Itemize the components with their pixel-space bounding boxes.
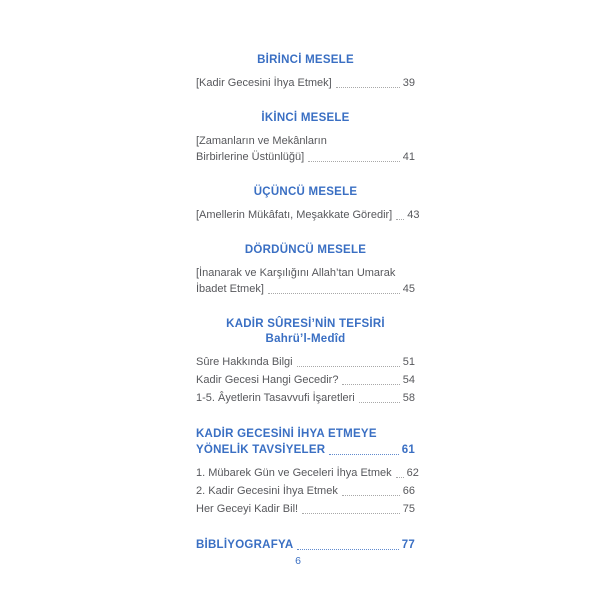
dot-leader <box>297 549 398 550</box>
dot-leader <box>342 384 399 385</box>
toc-entry <box>196 390 415 406</box>
entry-text: 1. Mübarek Gün ve Geceleri İhya Etmek <box>196 467 392 479</box>
toc-line <box>196 537 415 553</box>
toc-entry <box>196 75 415 91</box>
toc-section-birinci-mesele <box>196 53 415 91</box>
toc-line <box>196 149 415 165</box>
toc-section-ikinci-mesele <box>196 111 415 165</box>
toc-line <box>196 483 415 499</box>
toc-line <box>196 133 415 149</box>
toc-entry <box>196 265 415 297</box>
dot-leader <box>302 513 400 514</box>
toc-line <box>196 281 415 297</box>
toc-line <box>196 442 415 458</box>
toc-section-dorduncu-mesele <box>196 243 415 297</box>
page-number: 6 <box>295 555 301 567</box>
page-ref: 66 <box>402 485 415 497</box>
toc-line <box>196 207 420 223</box>
toc-line <box>196 465 419 481</box>
heading-text: KADİR GECESİNİ İHYA ETMEYE <box>196 428 377 440</box>
toc-entry <box>196 372 415 388</box>
heading-line: İKİNCİ MESELE <box>261 112 350 124</box>
dot-leader <box>359 402 400 403</box>
dot-leader <box>329 454 398 455</box>
section-heading <box>196 317 415 347</box>
toc-line <box>196 501 415 517</box>
section-heading-entry <box>196 537 415 553</box>
dot-leader <box>396 219 404 220</box>
page-ref: 43 <box>407 209 420 221</box>
page-ref: 75 <box>402 503 415 515</box>
heading-text: BİBLİYOGRAFYA <box>196 539 294 551</box>
dot-leader <box>396 477 404 478</box>
dot-leader <box>297 366 400 367</box>
page-ref: 51 <box>402 356 415 368</box>
heading-text: YÖNELİK TAVSİYELER <box>196 444 326 456</box>
toc-entry <box>196 207 420 223</box>
toc-section-kadir-suresi-tefsiri <box>196 317 415 406</box>
toc-line <box>196 354 415 370</box>
toc-entry <box>196 354 415 370</box>
heading-line: KADİR SÛRESİ’NİN TEFSİRİ <box>226 318 385 330</box>
toc-content <box>196 53 420 573</box>
entry-text: 1-5. Âyetlerin Tasavvufi İşaretleri <box>196 392 355 404</box>
toc-line <box>196 426 415 442</box>
entry-text: [İnanarak ve Karşılığını Allah’tan Umarak <box>196 267 396 279</box>
entry-text: Birbirlerine Üstünlüğü] <box>196 151 305 163</box>
entry-text: 2. Kadir Gecesini İhya Etmek <box>196 485 338 497</box>
page-ref: 41 <box>402 151 415 163</box>
section-heading-entry <box>196 426 415 458</box>
toc-entry <box>196 501 415 517</box>
toc-section-bibliyografya <box>196 537 415 553</box>
entry-text: [Zamanların ve Mekânların <box>196 135 327 147</box>
toc-section-tavsiyeler <box>196 426 419 517</box>
toc-entry <box>196 465 419 481</box>
entry-text: Sûre Hakkında Bilgi <box>196 356 293 368</box>
page-ref: 62 <box>406 467 419 479</box>
page-ref: 39 <box>402 77 415 89</box>
toc-line <box>196 265 415 281</box>
heading-line: BİRİNCİ MESELE <box>257 54 354 66</box>
dot-leader <box>342 495 400 496</box>
entry-text: İbadet Etmek] <box>196 283 264 295</box>
section-heading <box>196 111 415 126</box>
section-heading <box>196 185 415 200</box>
dot-leader <box>308 161 400 162</box>
page-ref: 77 <box>401 539 415 551</box>
dot-leader <box>268 293 400 294</box>
entry-text: [Amellerin Mükâfatı, Meşakkate Göredir] <box>196 209 393 221</box>
page-ref: 61 <box>401 444 415 456</box>
page-ref: 45 <box>402 283 415 295</box>
page-ref: 58 <box>402 392 415 404</box>
toc-section-ucuncu-mesele <box>196 185 420 223</box>
section-heading <box>196 53 415 68</box>
toc-entry <box>196 133 415 165</box>
dot-leader <box>336 87 400 88</box>
heading-line: Bahrü’l-Medîd <box>265 333 346 345</box>
page-ref: 54 <box>402 374 415 386</box>
entry-text: [Kadir Gecesini İhya Etmek] <box>196 77 332 89</box>
entry-text: Kadir Gecesi Hangi Gecedir? <box>196 374 339 386</box>
toc-line <box>196 372 415 388</box>
section-heading <box>196 243 415 258</box>
toc-entry <box>196 483 415 499</box>
entry-text: Her Geceyi Kadir Bil! <box>196 503 299 515</box>
toc-line <box>196 390 415 406</box>
toc-line <box>196 75 415 91</box>
heading-line: DÖRDÜNCÜ MESELE <box>244 244 367 256</box>
heading-line: ÜÇÜNCÜ MESELE <box>253 186 358 198</box>
